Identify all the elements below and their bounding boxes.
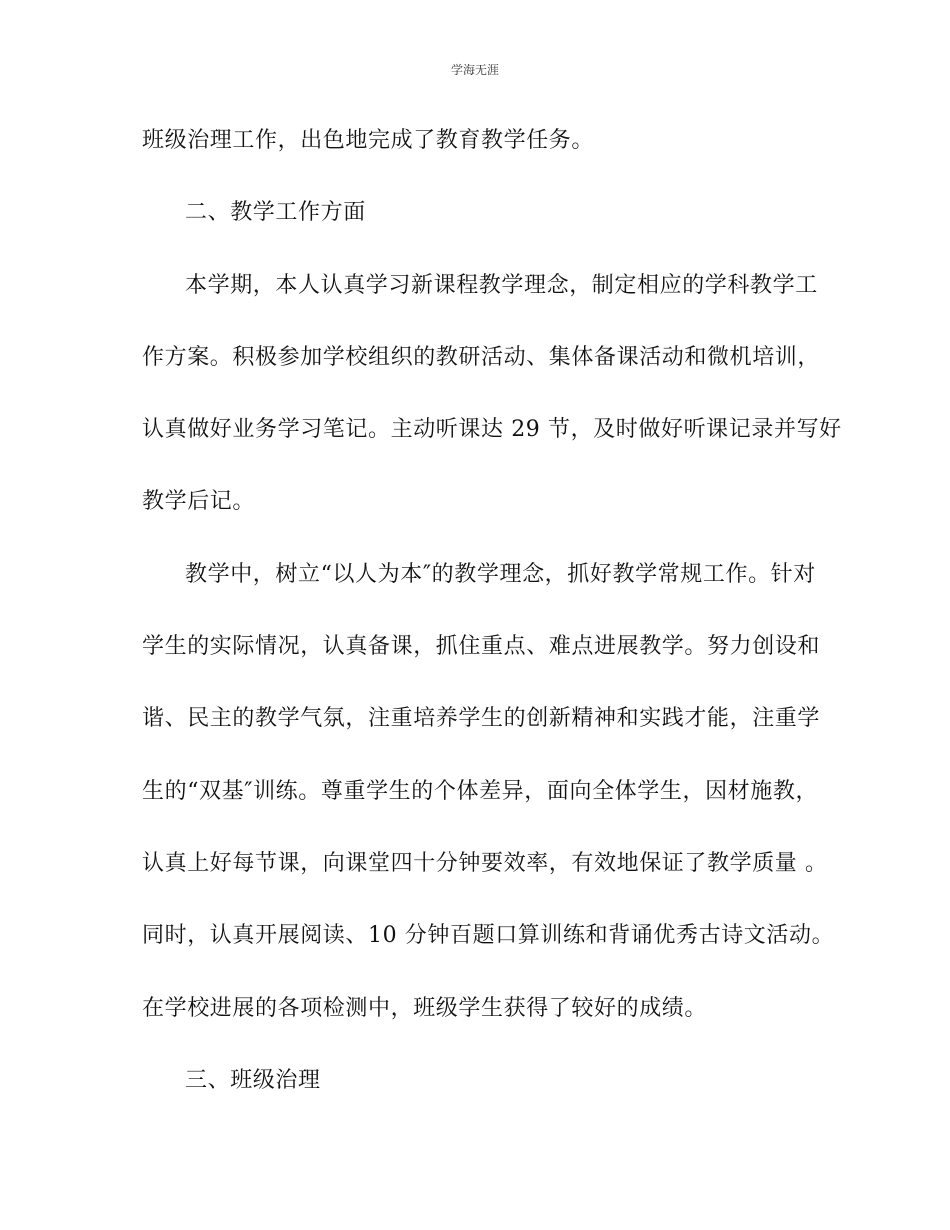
body-line: 同时，认真开展阅读、10 分钟百题口算训练和背诵优秀古诗文活动。 (142, 923, 835, 949)
body-line: 教学后记。 (142, 489, 256, 515)
body-line: 在学校进展的各项检测中，班级学生获得了较好的成绩。 (142, 995, 708, 1021)
document-body (142, 118, 842, 1130)
body-line: 作方案。积极参加学校组织的教研活动、集体备课活动和微机培训， (142, 344, 821, 370)
section-heading: 三、班级治理 (185, 1067, 321, 1093)
body-line: 学生的实际情况，认真备课，抓住重点、难点进展教学。努力创设和 (142, 634, 821, 660)
section-heading: 二、教学工作方面 (185, 200, 366, 226)
body-line: 认真上好每节课，向课堂四十分钟要效率，有效地保证了教学质量 。 (142, 850, 828, 876)
body-line: 谐、民主的教学气氛，注重培养学生的创新精神和实践才能，注重学 (142, 706, 821, 732)
body-line: 教学中，树立“以人为本″的教学理念，抓好教学常规工作。针对 (185, 561, 816, 587)
page-header: 学海无涯 (450, 63, 499, 77)
body-line: 生的“双基″训练。尊重学生的个体差异，面向全体学生，因材施教， (142, 778, 819, 804)
body-line: 本学期，本人认真学习新课程教学理念，制定相应的学科教学工 (185, 272, 818, 298)
body-line: 认真做好业务学习笔记。主动听课达 29 节，及时做好听课记录并写好 (142, 417, 842, 443)
body-line: 班级治理工作，出色地完成了教育教学任务。 (142, 128, 595, 153)
